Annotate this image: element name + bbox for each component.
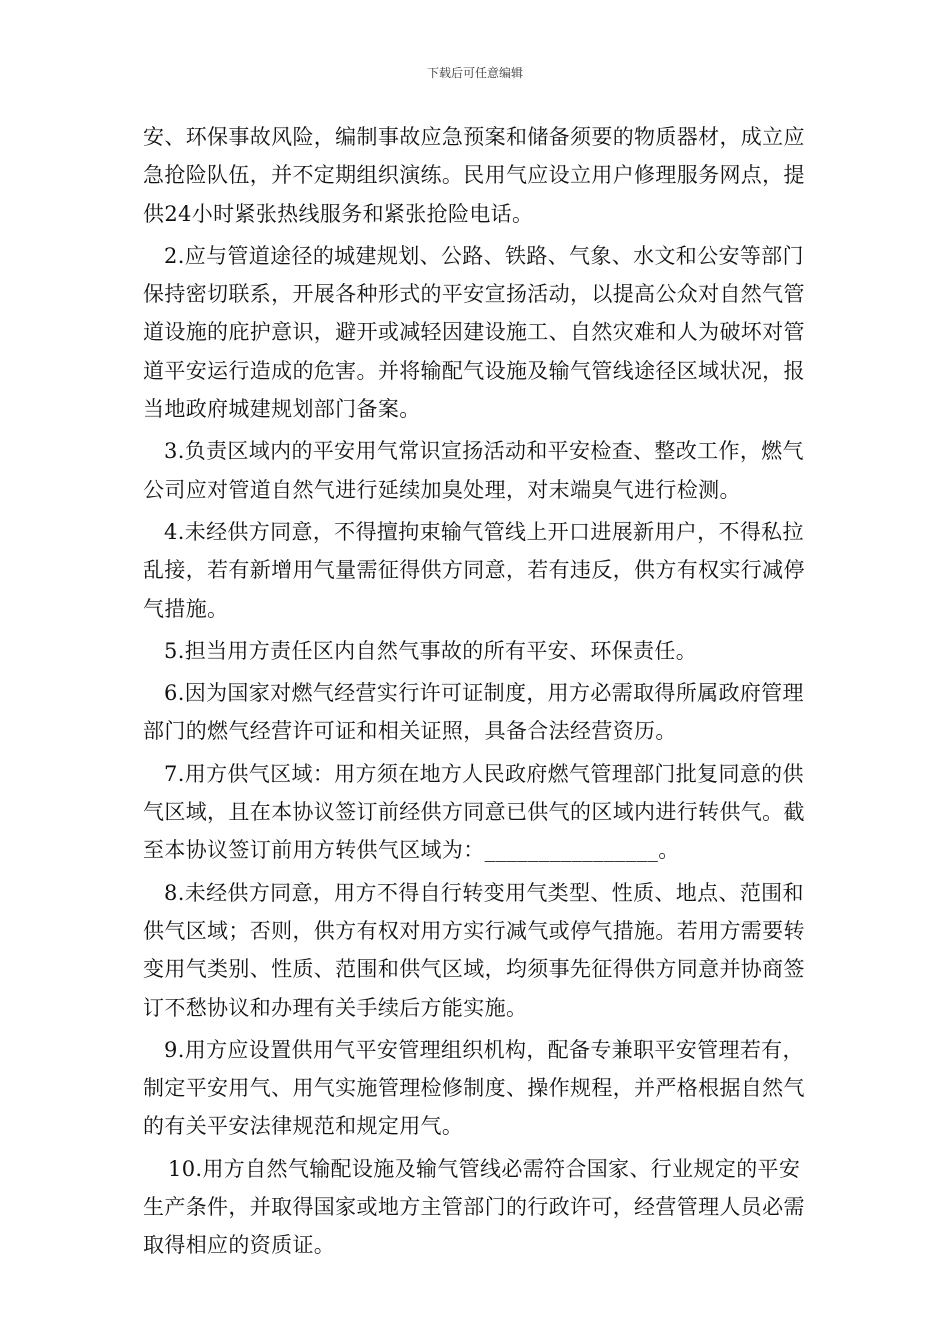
paragraph-item-2: 2.应与管道途径的城建规划、公路、铁路、气象、水文和公安等部门保持密切联系，开展各种形式的平安宣扬活动，以提高公众对自然气管道设施的庇护意识，避开或减轻因建设施工、自然灾难和人为破坏对管道平安运行造成的危害。并将输配气设施及输气管线途径区域状况，报当地政府城建规划部门备案。 [143,243,805,422]
paragraph-continued: 安、环保事故风险，编制事故应急预案和储备须要的物质器材，成立应急抢险队伍，并不定期组织演练。民用气应设立用户修理服务网点，提供24小时紧张热线服务和紧张抢险电话。 [143,125,805,226]
document-body [143,118,815,1269]
paragraph-item-6: 6.因为国家对燃气经营实行许可证制度，用方必需取得所属政府管理部门的燃气经营许可证和相关证照，具备合法经营资历。 [143,681,804,744]
paragraph-item-7: 7.用方供气区域：用方须在地方人民政府燃气管理部门批复同意的供气区域，且在本协议签订前经供方同意已供气的区域内进行转供气。截至本协议签订前用方转供气区域为：________________。 [143,761,805,863]
paragraph-item-10: 10.用方自然气输配设施及输气管线必需符合国家、行业规定的平安生产条件，并取得国家或地方主管部门的行政许可，经营管理人员必需取得相应的资质证。 [143,1156,805,1258]
page-header: 下载后可任意编辑 [426,66,523,80]
paragraph-item-4: 4.未经供方同意，不得擅拘束输气管线上开口进展新用户，不得私拉乱接，若有新增用气量需征得供方同意，若有违反，供方有权实行减停气措施。 [143,519,805,621]
paragraph-item-9: 9.用方应设置供用气平安管理组织机构，配备专兼职平安管理若有，制定平安用气、用气实施管理检修制度、操作规程，并严格根据自然气的有关平安法律规范和规定用气。 [143,1037,805,1139]
paragraph-item-8: 8.未经供方同意，用方不得自行转变用气类型、性质、地点、范围和供气区域；否则，供方有权对用方实行减气或停气措施。若用方需要转变用气类别、性质、范围和供气区域，均须事先征得供方同意并协商签订不愁协议和办理有关手续后方能实施。 [143,880,805,1020]
paragraph-item-3: 3.负责区域内的平安用气常识宣扬活动和平安检查、整改工作，燃气公司应对管道自然气进行延续加臭处理，对末端臭气进行检测。 [143,439,804,502]
paragraph-item-5: 5.担当用方责任区内自然气事故的所有平安、环保责任。 [164,638,698,663]
